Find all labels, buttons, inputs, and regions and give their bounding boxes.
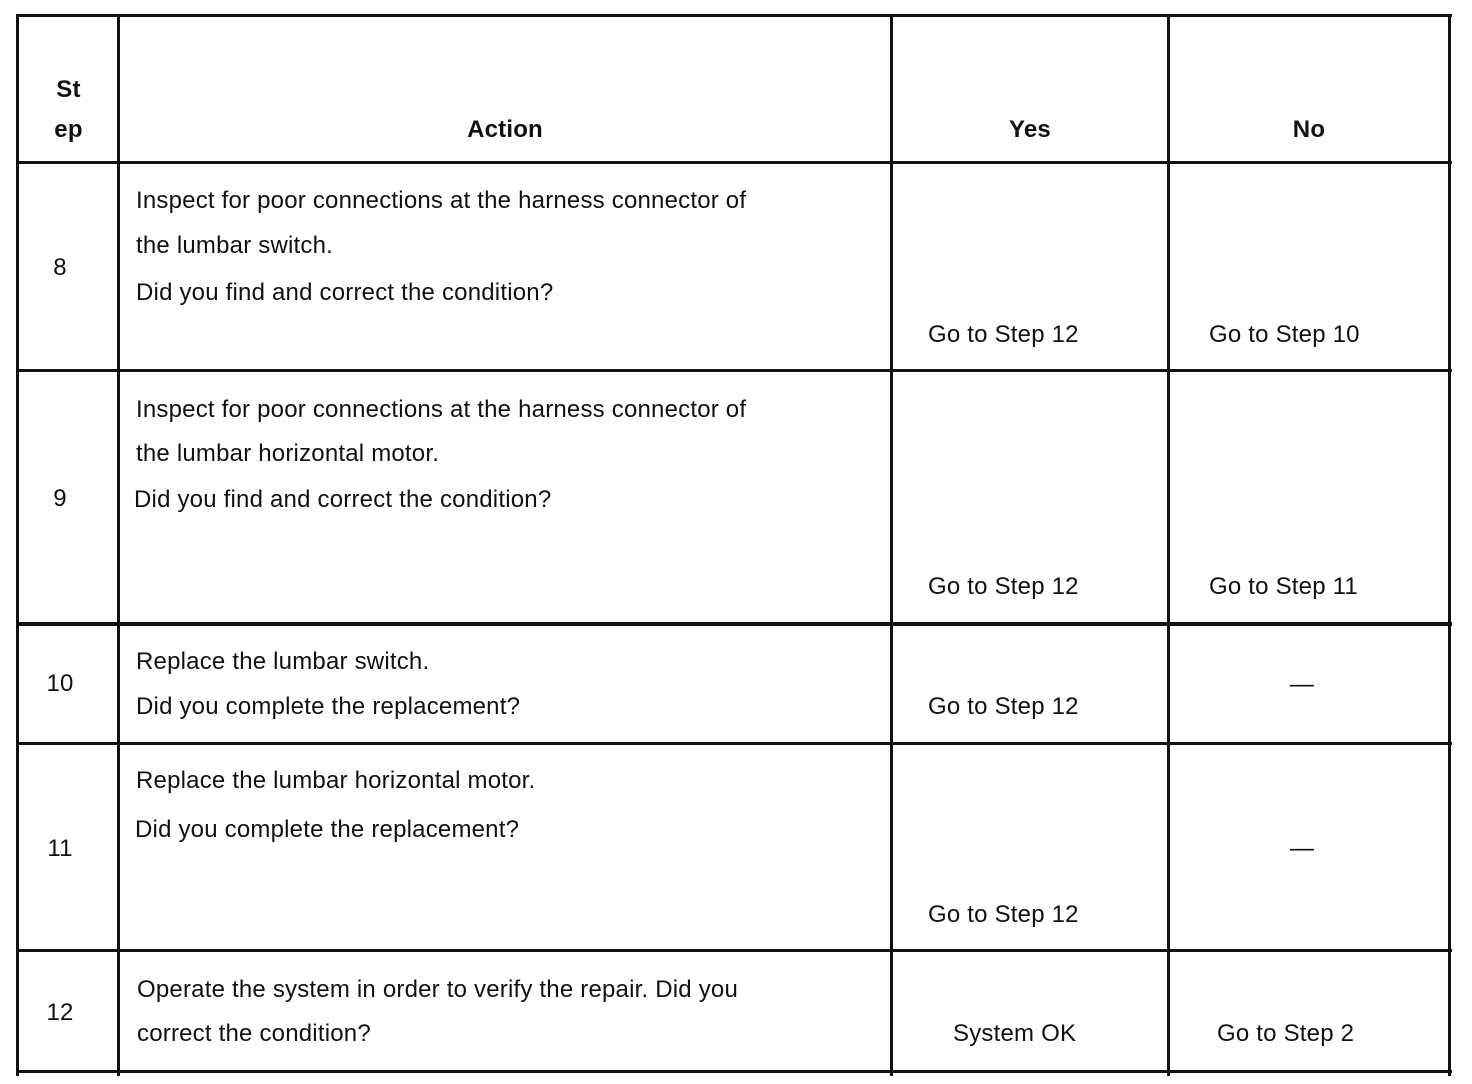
header-yes: Yes	[1009, 116, 1051, 143]
no-result-dash: —	[1289, 671, 1315, 698]
yes-result: System OK	[953, 1020, 1077, 1047]
action-text: Replace the lumbar horizontal motor.	[136, 767, 536, 794]
no-result: Go to Step 2	[1217, 1020, 1355, 1047]
action-text: Did you complete the replacement?	[136, 693, 521, 720]
column-divider-action-yes	[890, 14, 893, 1076]
yes-result: Go to Step 12	[928, 321, 1079, 348]
step-number: 10	[46, 670, 74, 697]
action-text: the lumbar horizontal motor.	[136, 440, 440, 467]
action-text: Did you find and correct the condition?	[134, 486, 552, 513]
step-number: 8	[53, 254, 67, 281]
step-number: 9	[53, 485, 67, 512]
action-text: Did you complete the replacement?	[135, 816, 520, 843]
row-divider-8	[16, 369, 1452, 372]
step-number: 11	[47, 835, 73, 862]
action-text: Did you find and correct the condition?	[136, 279, 554, 306]
action-text: Replace the lumbar switch.	[136, 648, 430, 675]
row-divider-11	[16, 949, 1452, 952]
no-result: Go to Step 11	[1209, 573, 1358, 600]
no-result-dash: —	[1289, 835, 1315, 862]
yes-result: Go to Step 12	[928, 693, 1079, 720]
row-divider-10	[16, 742, 1452, 745]
table-border-right	[1448, 14, 1451, 1076]
table-border-left	[16, 14, 19, 1076]
table-border-top	[16, 14, 1452, 17]
yes-result: Go to Step 12	[928, 901, 1079, 928]
action-text: the lumbar switch.	[136, 232, 334, 259]
action-text: Inspect for poor connections at the harness connector of	[136, 187, 747, 214]
column-divider-yes-no	[1167, 14, 1170, 1076]
table-border-bottom	[16, 1070, 1452, 1073]
header-step-line2: ep	[54, 116, 83, 143]
header-no: No	[1292, 116, 1326, 143]
yes-result: Go to Step 12	[928, 573, 1079, 600]
step-number: 12	[46, 999, 74, 1026]
column-divider-step-action	[117, 14, 120, 1076]
row-divider-9	[16, 622, 1452, 626]
action-text: correct the condition?	[137, 1020, 371, 1047]
action-text: Inspect for poor connections at the harness connector of	[136, 396, 747, 423]
header-action: Action	[467, 116, 543, 143]
row-divider-header	[16, 161, 1452, 164]
header-step-line1: St	[56, 76, 81, 103]
action-text: Operate the system in order to verify the repair. Did you	[137, 976, 739, 1003]
no-result: Go to Step 10	[1209, 321, 1360, 348]
